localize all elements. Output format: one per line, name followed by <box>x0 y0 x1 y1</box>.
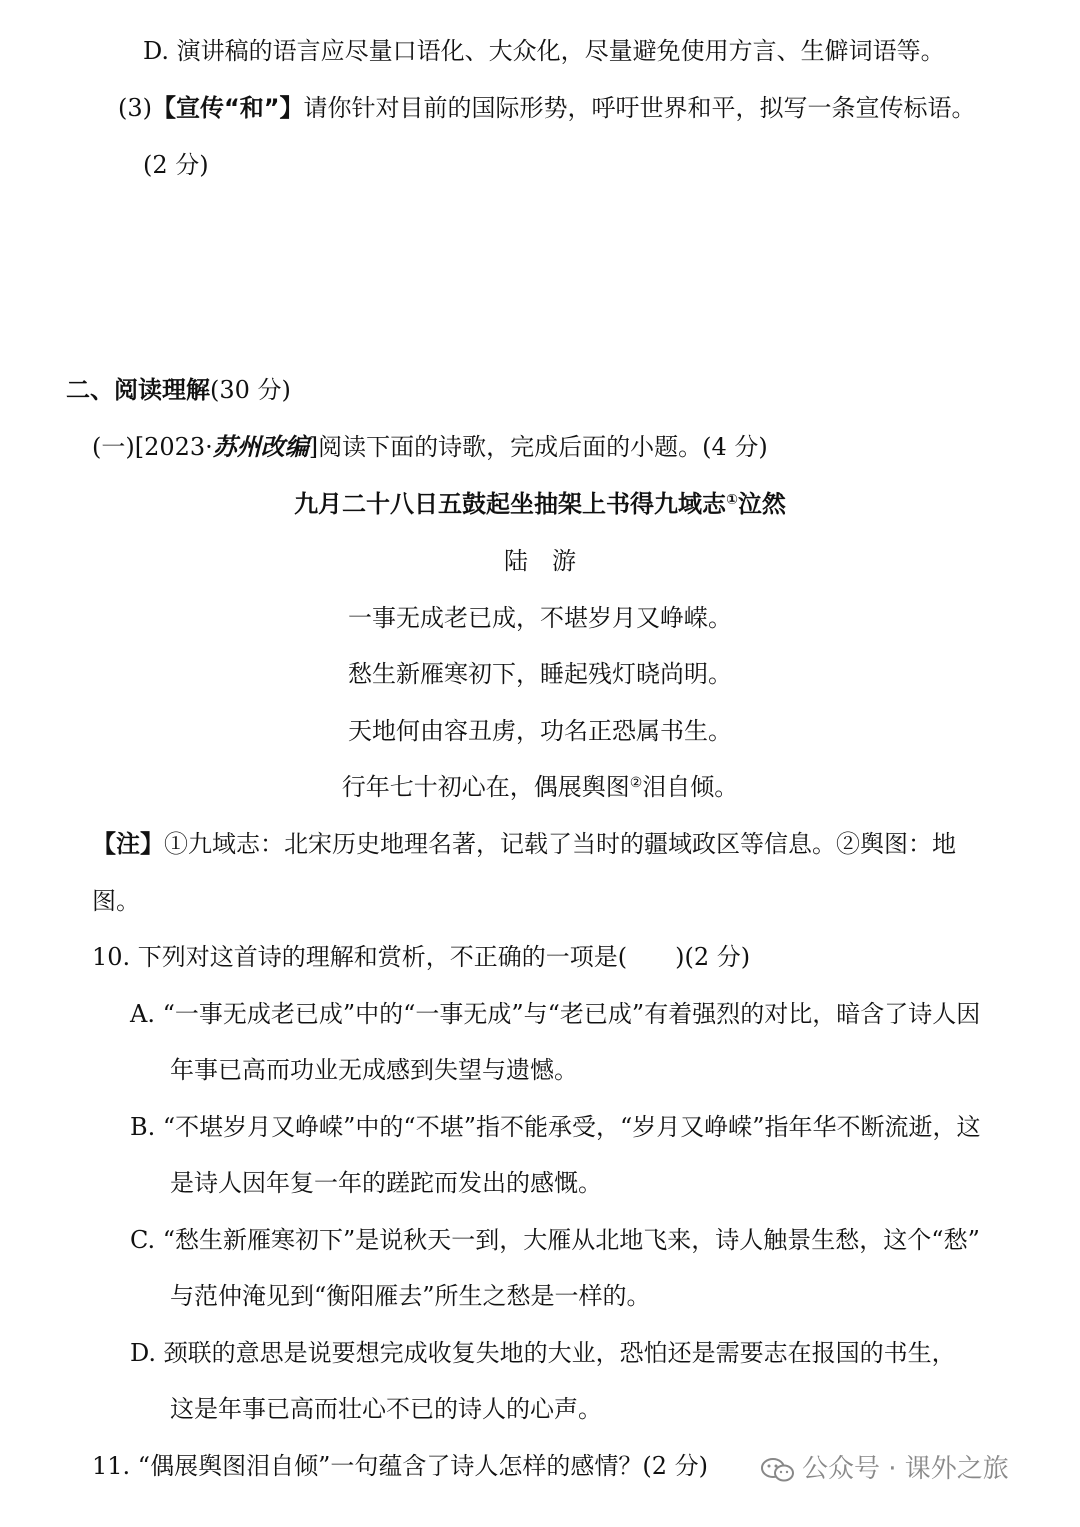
watermark-text: 公众号 · 课外之旅 <box>802 1454 1009 1484</box>
option-b-line-2: 是诗人因年复一年的蹉跎而发出的感慨。 <box>170 1169 602 1197</box>
poem-title <box>0 487 1080 521</box>
option-c-line-2: 与范仲淹见到“衡阳雁去”所生之愁是一样的。 <box>170 1282 651 1310</box>
poem-line-4-note-mark: ② <box>629 775 643 791</box>
question-11: 11. “偶展舆图泪自倾”一句蕴含了诗人怎样的感情？(2 分) <box>92 1452 708 1480</box>
question-3-tag: 【宣传“和”】 <box>152 94 304 122</box>
subsection-instruction: ]阅读下面的诗歌，完成后面的小题。(4 分) <box>308 433 768 461</box>
poem-line-4-a: 行年七十初心在，偶展舆图 <box>341 773 630 801</box>
note-line-2: 图。 <box>92 887 140 915</box>
question-10-stem <box>92 940 750 974</box>
option-d-line-1: D. 颈联的意思是说要想完成收复失地的大业，恐怕还是需要志在报国的书生， <box>130 1339 956 1367</box>
question-3 <box>118 91 976 125</box>
question-3-score: (2 分) <box>143 151 209 179</box>
subsection-source: 苏州改编 <box>212 432 309 461</box>
poem-line-3: 天地何由容丑虏，功名正恐属书生。 <box>348 717 732 745</box>
note-text-1: ①九域志：北宋历史地理名著，记载了当时的疆域政区等信息。②舆图：地 <box>164 830 956 858</box>
wechat-icon <box>760 1457 796 1483</box>
subsection-heading <box>92 430 768 464</box>
watermark <box>760 1448 1009 1485</box>
poem-line-1: 一事无成老已成，不堪岁月又峥嵘。 <box>348 604 732 632</box>
note-label: 【注】 <box>92 830 164 858</box>
question-10-stem-a: 10. 下列对这首诗的理解和赏析，不正确的一项是( <box>92 943 628 971</box>
option-b-line-1: B. “不堪岁月又峥嵘”中的“不堪”指不能承受，“岁月又峥嵘”指年华不断流逝，这 <box>130 1113 981 1141</box>
poem-line-4-b: 泪自倾。 <box>642 773 739 801</box>
option-a-line-2: 年事已高而功业无成感到失望与遗憾。 <box>170 1056 578 1084</box>
poem-line-2: 愁生新雁寒初下，睡起残灯晓尚明。 <box>348 660 732 688</box>
option-d-prev: D. 演讲稿的语言应尽量口语化、大众化，尽量避免使用方言、生僻词语等。 <box>143 37 945 65</box>
option-c-line-1: C. “愁生新雁寒初下”是说秋天一到，大雁从北地飞来，诗人触景生愁，这个“愁” <box>130 1226 980 1254</box>
question-3-text: 请你针对目前的国际形势，呼吁世界和平，拟写一条宣传标语。 <box>303 94 976 122</box>
question-3-number: (3) <box>118 94 152 122</box>
subsection-prefix: (一)[2023· <box>92 433 213 461</box>
note-line-1 <box>92 827 956 861</box>
option-a-line-1: A. “一事无成老已成”中的“一事无成”与“老已成”有着强烈的对比，暗含了诗人因 <box>130 1000 981 1028</box>
poem-line-4 <box>0 770 1080 804</box>
option-d-line-2: 这是年事已高而壮心不已的诗人的心声。 <box>170 1395 602 1423</box>
question-10-stem-b: )(2 分) <box>675 943 751 971</box>
section-title-text: 二、阅读理解 <box>66 376 210 404</box>
section-title-score: (30 分) <box>210 376 291 404</box>
poem-title-end: 泣然 <box>737 490 786 518</box>
poem-author: 陆 游 <box>504 547 576 575</box>
poem-title-note-mark: ① <box>726 492 738 508</box>
section-title <box>66 373 291 407</box>
poem-title-text: 九月二十八日五鼓起坐抽架上书得九域志 <box>294 490 727 518</box>
